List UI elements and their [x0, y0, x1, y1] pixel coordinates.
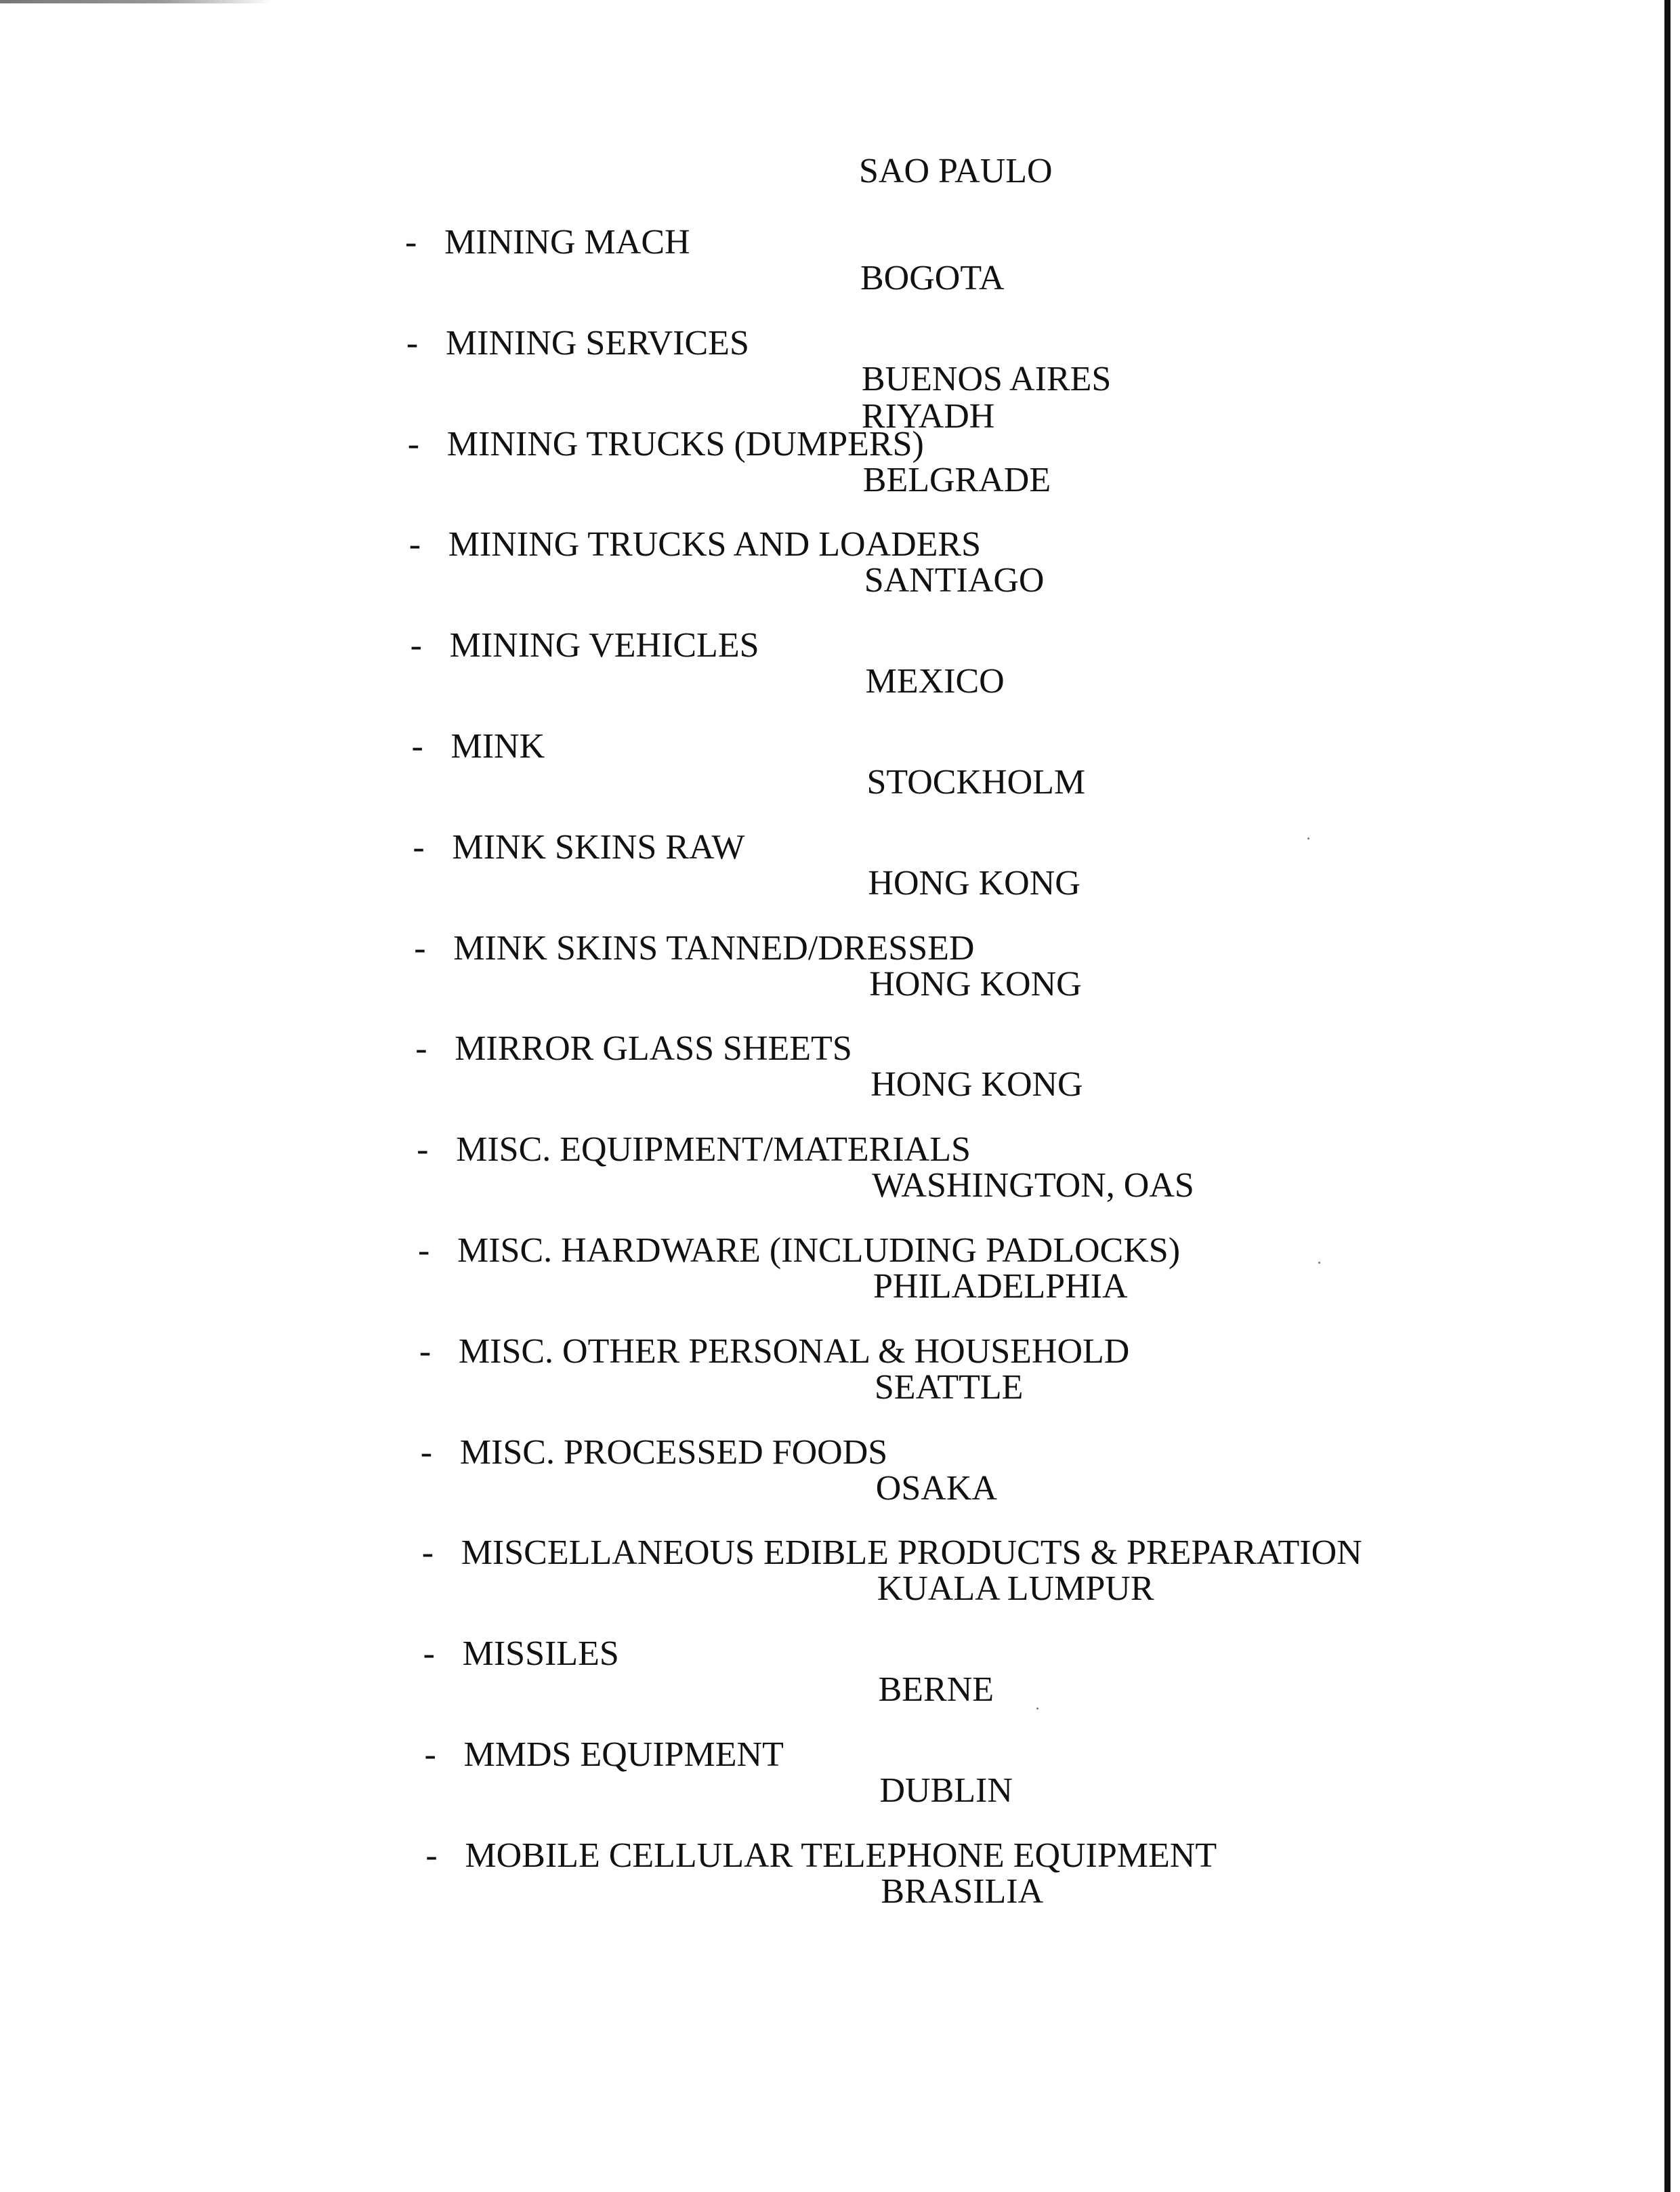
list-bullet-dash: - — [413, 827, 425, 867]
list-bullet-dash: - — [411, 727, 423, 766]
list-bullet-dash: - — [425, 1836, 438, 1875]
scan-edge-right — [1664, 0, 1671, 2192]
list-bullet-dash: - — [419, 1331, 432, 1371]
list-bullet-dash: - — [423, 1634, 435, 1674]
city-name: BRASILIA — [881, 1872, 1044, 1911]
city-name: MEXICO — [865, 662, 1005, 701]
list-bullet-dash: - — [406, 323, 419, 363]
list-bullet-dash: - — [415, 1029, 427, 1069]
product-name: MINING MACH — [444, 223, 690, 262]
scan-speck — [1307, 837, 1309, 840]
city-name: STOCKHOLM — [866, 763, 1086, 802]
list-bullet-dash: - — [408, 525, 421, 564]
product-name: MISSILES — [462, 1634, 619, 1674]
city-name: SAO PAULO — [859, 152, 1053, 190]
list-bullet-dash: - — [417, 1130, 429, 1170]
product-name: MINK — [450, 727, 545, 766]
list-bullet-dash: - — [421, 1533, 434, 1573]
list-bullet-dash: - — [418, 1231, 430, 1270]
city-name: HONG KONG — [869, 964, 1082, 1004]
list-bullet-dash: - — [420, 1432, 433, 1472]
city-name: OSAKA — [875, 1468, 997, 1508]
city-name: BOGOTA — [860, 259, 1005, 297]
list-bullet-dash: - — [414, 928, 426, 968]
list-bullet-dash: - — [405, 223, 417, 262]
product-name: MINK SKINS RAW — [452, 827, 745, 867]
city-name: SANTIAGO — [864, 561, 1045, 600]
product-name: MISCELLANEOUS EDIBLE PRODUCTS & PREPARATION — [461, 1533, 1362, 1573]
product-name: MINING TRUCKS AND LOADERS — [448, 525, 982, 564]
city-name: RIYADH — [861, 396, 995, 436]
product-name: MISC. PROCESSED FOODS — [459, 1432, 888, 1472]
city-name: KUALA LUMPUR — [877, 1569, 1154, 1609]
list-bullet-dash: - — [424, 1735, 436, 1774]
scan-speck — [1318, 1262, 1320, 1264]
product-name: MINING VEHICLES — [449, 626, 759, 665]
product-name: MINING TRUCKS (DUMPERS) — [446, 424, 924, 463]
city-name: DUBLIN — [879, 1771, 1013, 1810]
list-bullet-dash: - — [407, 424, 420, 463]
city-name: BELGRADE — [862, 460, 1051, 499]
product-name: MISC. HARDWARE (INCLUDING PADLOCKS) — [457, 1231, 1181, 1270]
city-name: HONG KONG — [870, 1065, 1083, 1104]
city-name: BERNE — [878, 1670, 994, 1710]
product-name: MISC. EQUIPMENT/MATERIALS — [456, 1130, 971, 1170]
product-name: MIRROR GLASS SHEETS — [455, 1029, 852, 1069]
product-name: MINK SKINS TANNED/DRESSED — [453, 928, 975, 968]
city-name: HONG KONG — [868, 863, 1080, 903]
product-name: MINING SERVICES — [445, 323, 749, 363]
city-name: BUENOS AIRES — [861, 359, 1112, 398]
city-name: PHILADELPHIA — [873, 1267, 1128, 1306]
city-name: WASHINGTON, OAS — [872, 1166, 1194, 1205]
scan-edge-top — [0, 0, 271, 3]
scan-speck — [1036, 1708, 1038, 1710]
product-name: MISC. OTHER PERSONAL & HOUSEHOLD — [458, 1331, 1130, 1371]
list-bullet-dash: - — [410, 626, 422, 665]
city-name: SEATTLE — [874, 1367, 1024, 1407]
product-name: MMDS EQUIPMENT — [463, 1735, 784, 1774]
product-name: MOBILE CELLULAR TELEPHONE EQUIPMENT — [465, 1836, 1217, 1875]
